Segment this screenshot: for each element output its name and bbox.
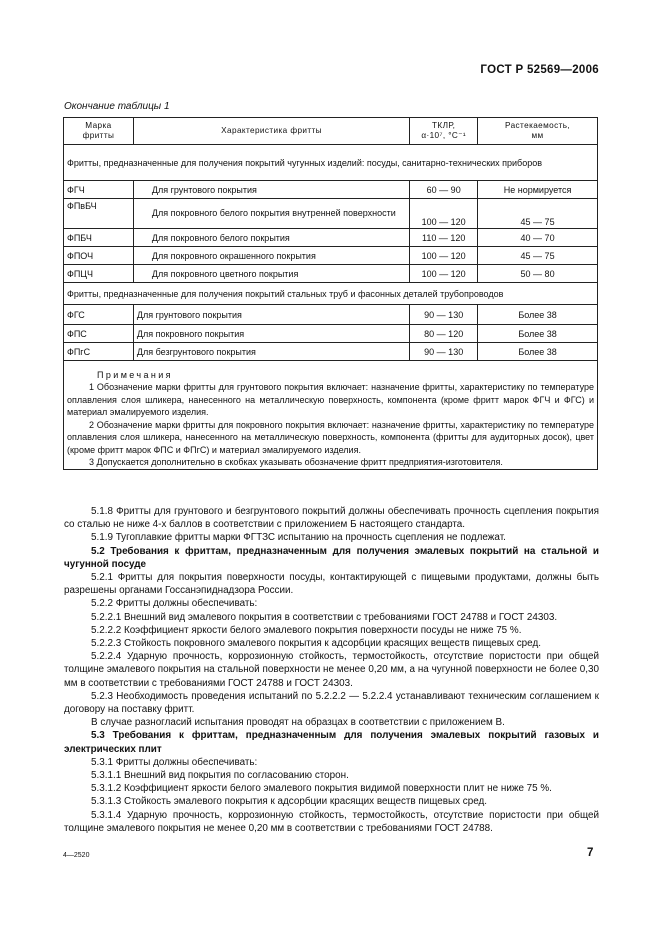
notes-row xyxy=(64,369,598,470)
page-number: 7 xyxy=(587,847,594,859)
para-5-3-1: 5.3.1 Фритты должны обеспечивать: xyxy=(91,756,258,768)
heading-5-2: 5.2 Требования к фриттам, предназначенным для получения эмалевых покрытий на стальной и чугунной посуде xyxy=(64,545,599,570)
cell-spread: 40 — 70 xyxy=(478,229,598,247)
col-header-characteristic: Характеристика фритты xyxy=(133,118,409,145)
note-3: 3 Допускается дополнительно в скобках указывать обозначение фритт предприятия-изготовителя. xyxy=(89,457,503,467)
notes-title: Примечания xyxy=(97,369,173,380)
cell-tklr: 110 — 120 xyxy=(410,229,478,247)
para-5-2-2-3: 5.2.2.3 Стойкость покровного эмалевого покрытия к адсорбции красящих веществ пищевых сред. xyxy=(91,638,541,650)
cell-tklr: 100 — 120 xyxy=(410,199,478,229)
cell-mark: ФПЦЧ xyxy=(64,265,134,283)
cell-spread: 50 — 80 xyxy=(478,265,598,283)
cell-desc: Для грунтового покрытия xyxy=(133,305,409,325)
col-header-mark-line2: фритты xyxy=(82,131,115,140)
cell-tklr: 90 — 130 xyxy=(410,305,478,325)
para-5-3-1-2: 5.3.1.2 Коэффициент яркости белого эмалевого покрытия видимой поверхности плит не ниже 75 %. xyxy=(91,783,552,795)
cell-spread: Более 38 xyxy=(478,325,598,343)
cell-tklr: 60 — 90 xyxy=(410,181,478,199)
table-row xyxy=(64,343,598,361)
col-header-tklr xyxy=(410,118,478,145)
cell-tklr: 100 — 120 xyxy=(410,247,478,265)
cell-mark: ФПБЧ xyxy=(64,229,134,247)
table-row xyxy=(64,229,598,247)
group-label: Фритты, предназначенные для получения покрытий чугунных изделий: посуды, санитарно-технических приборов xyxy=(64,145,598,181)
col-header-spread xyxy=(478,118,598,145)
cell-mark: ФПС xyxy=(64,325,134,343)
cell-spread: 45 — 75 xyxy=(478,247,598,265)
frit-table xyxy=(63,117,598,470)
note-2: 2 Обозначение марки фритты для покровного покрытия включает: назначение фритты, характеристику по температуре оплавления слоя шликера, нанесенного на металлическую поверхность, компонента (фритты для аудиторных досок), цвет (кроме фритт марок ФПС и ФПгС) и материал эмалируемого изделия. xyxy=(67,419,594,455)
group-row-cast-iron xyxy=(64,145,598,181)
cell-tklr: 100 — 120 xyxy=(410,265,478,283)
para-disagreement: В случае разногласий испытания проводят на образцах в соответствии с приложением В. xyxy=(91,717,505,729)
table-row xyxy=(64,305,598,325)
col-header-spread-line1: Растекаемость, xyxy=(505,121,571,130)
para-5-3-1-1: 5.3.1.1 Внешний вид покрытия по согласованию сторон. xyxy=(91,770,349,782)
body-text xyxy=(64,505,599,835)
cell-desc: Для покровного покрытия xyxy=(133,325,409,343)
para-5-3-1-3: 5.3.1.3 Стойкость эмалевого покрытия к адсорбции красящих веществ пищевых сред. xyxy=(91,796,488,808)
table-row xyxy=(64,247,598,265)
col-header-tklr-line2: α·10⁷, °С⁻¹ xyxy=(421,131,467,140)
spacer-row xyxy=(64,361,598,369)
print-order-number: 4—2520 xyxy=(63,852,90,859)
notes-cell xyxy=(64,369,598,470)
table-caption: Окончание таблицы 1 xyxy=(64,101,170,112)
cell-spread: 45 — 75 xyxy=(478,199,598,229)
cell-spread: Не нормируется xyxy=(478,181,598,199)
table-row xyxy=(64,325,598,343)
group-label: Фритты, предназначенные для получения покрытий стальных труб и фасонных деталей трубопроводов xyxy=(64,283,598,305)
table-row xyxy=(64,265,598,283)
para-5-1-9: 5.1.9 Тугоплавкие фритты марки ФГТЗС испытанию на прочность сцепления не подлежат. xyxy=(91,532,506,544)
para-5-2-2-4: 5.2.2.4 Ударную прочность, коррозионную стойкость, термостойкость, отсутствие пористости при общей толщине эмалевого покрытия на стальной поверхности не менее 0,20 мм, а на чугунной поверхности не более 0,30 мм в соответствии с требованиями ГОСТ 24788 и ГОСТ 24303. xyxy=(64,651,599,689)
note-1: 1 Обозначение марки фритты для грунтового покрытия включает: назначение фритты, характеристику по температуре оплавления слоя шликера, нанесенного на металлическую поверхность, компонента (кроме фритт марок ФГЧ и ФГС) и материал эмалируемого изделия. xyxy=(67,382,594,417)
document-code-header: ГОСТ Р 52569—2006 xyxy=(480,64,599,76)
cell-desc: Для грунтового покрытия xyxy=(133,181,409,199)
cell-desc: Для покровного окрашенного покрытия xyxy=(133,247,409,265)
para-5-2-3: 5.2.3 Необходимость проведения испытаний по 5.2.2.2 — 5.2.2.4 устанавливают техническим соглашением к договору на поставку фритт. xyxy=(64,690,599,716)
cell-spread: Более 38 xyxy=(478,305,598,325)
para-5-2-2: 5.2.2 Фритты должны обеспечивать: xyxy=(91,598,258,610)
para-5-2-1: 5.2.1 Фритты для покрытия поверхности посуды, контактирующей с пищевыми продуктами, должны быть разрешены органами Госсанэпиднадзора России. xyxy=(64,572,599,597)
para-5-2-2-2: 5.2.2.2 Коэффициент яркости белого эмалевого покрытия поверхности посуды не ниже 75 %. xyxy=(91,624,522,636)
table-header-row xyxy=(64,118,598,145)
cell-desc: Для покровного белого покрытия внутренней поверхности xyxy=(133,199,409,229)
col-header-mark-line1: Марка xyxy=(85,121,112,130)
table-row xyxy=(64,199,598,229)
para-5-3-1-4: 5.3.1.4 Ударную прочность, коррозионную стойкость, термостойкость, отсутствие пористости при общей толщине эмалевого покрытия не менее 0,20 мм в соответствии с требованиями ГОСТ 24788. xyxy=(64,809,599,834)
spacer-cell xyxy=(64,361,598,369)
cell-mark: ФПвБЧ xyxy=(64,199,134,229)
cell-desc: Для покровного белого покрытия xyxy=(133,229,409,247)
col-header-spread-line2: мм xyxy=(531,131,544,140)
heading-5-3: 5.3 Требования к фриттам, предназначенным для получения эмалевых покрытий газовых и электрических плит xyxy=(64,730,599,755)
para-5-2-2-1: 5.2.2.1 Внешний вид эмалевого покрытия в соответствии с требованиями ГОСТ 24788 и ГОСТ 24303. xyxy=(91,611,558,623)
cell-spread: Более 38 xyxy=(478,343,598,361)
cell-mark: ФПгС xyxy=(64,343,134,361)
table-row xyxy=(64,181,598,199)
cell-mark: ФГЧ xyxy=(64,181,134,199)
cell-desc: Для покровного цветного покрытия xyxy=(133,265,409,283)
cell-mark: ФГС xyxy=(64,305,134,325)
col-header-mark xyxy=(64,118,134,145)
cell-tklr: 80 — 120 xyxy=(410,325,478,343)
group-row-steel-pipes xyxy=(64,283,598,305)
cell-desc: Для безгрунтового покрытия xyxy=(133,343,409,361)
para-5-1-8: 5.1.8 Фритты для грунтового и безгрунтового покрытий должны обеспечивать прочность сцепления покрытия со сталью не ниже 4-х баллов в соответствии с приложением Б настоящего стандарта. xyxy=(64,506,599,531)
col-header-tklr-line1: ТКЛР, xyxy=(432,121,456,130)
cell-mark: ФПОЧ xyxy=(64,247,134,265)
cell-tklr: 90 — 130 xyxy=(410,343,478,361)
